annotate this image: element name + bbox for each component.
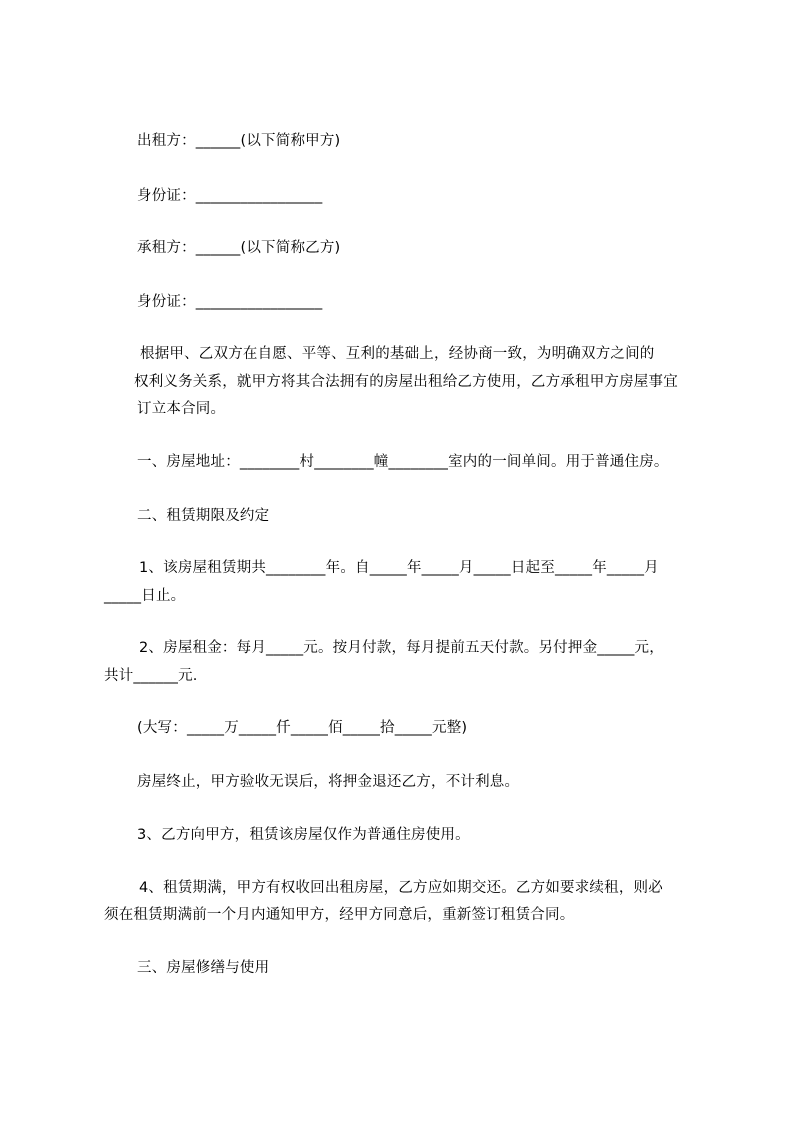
section-2-title: 二、租赁期限及约定 — [137, 508, 270, 524]
preamble-line-3: 订立本合同。 — [137, 401, 226, 417]
item-2-line-1: 2、房屋租金：每月_____元。按月付款，每月提前五天付款。另付押金_____元， — [139, 640, 664, 656]
amount-in-words: (大写：_____万_____仟_____佰_____拾_____元整) — [137, 720, 468, 736]
id-card-line-lessee: 身份证：_________________ — [137, 294, 323, 310]
preamble-line-2: 权利义务关系，就甲方将其合法拥有的房屋出租给乙方使用，乙方承租甲方房屋事宜 — [134, 374, 678, 390]
item-4-line-2: 须在租赁期满前一个月内通知甲方，经甲方同意后，重新签订租赁合同。 — [104, 907, 575, 923]
item-1-line-2: _____日止。 — [104, 588, 186, 604]
lessor-line: 出租方：______(以下简称甲方) — [137, 133, 341, 149]
section-3-title: 三、房屋修缮与使用 — [137, 960, 270, 976]
item-1-line-1: 1、该房屋租赁期共________年。自_____年_____月_____日起至_____年_____月 — [139, 560, 659, 576]
deposit-return: 房屋终止，甲方验收无误后，将押金退还乙方，不计利息。 — [137, 774, 520, 790]
preamble-line-1: 根据甲、乙双方在自愿、平等、互利的基础上，经协商一致，为明确双方之间的 — [140, 346, 655, 362]
section-1-address: 一、房屋地址：________村________幢________室内的一间单间。用于普通住房。 — [137, 454, 669, 470]
item-4-line-1: 4、租赁期满，甲方有权收回出租房屋，乙方应如期交还。乙方如要求续租，则必 — [139, 880, 663, 896]
item-2-line-2: 共计______元. — [104, 668, 198, 684]
id-card-line-lessor: 身份证：_________________ — [137, 188, 323, 204]
item-3: 3、乙方向甲方，租赁该房屋仅作为普通住房使用。 — [137, 827, 470, 843]
lessee-line: 承租方：______(以下简称乙方) — [137, 240, 341, 256]
